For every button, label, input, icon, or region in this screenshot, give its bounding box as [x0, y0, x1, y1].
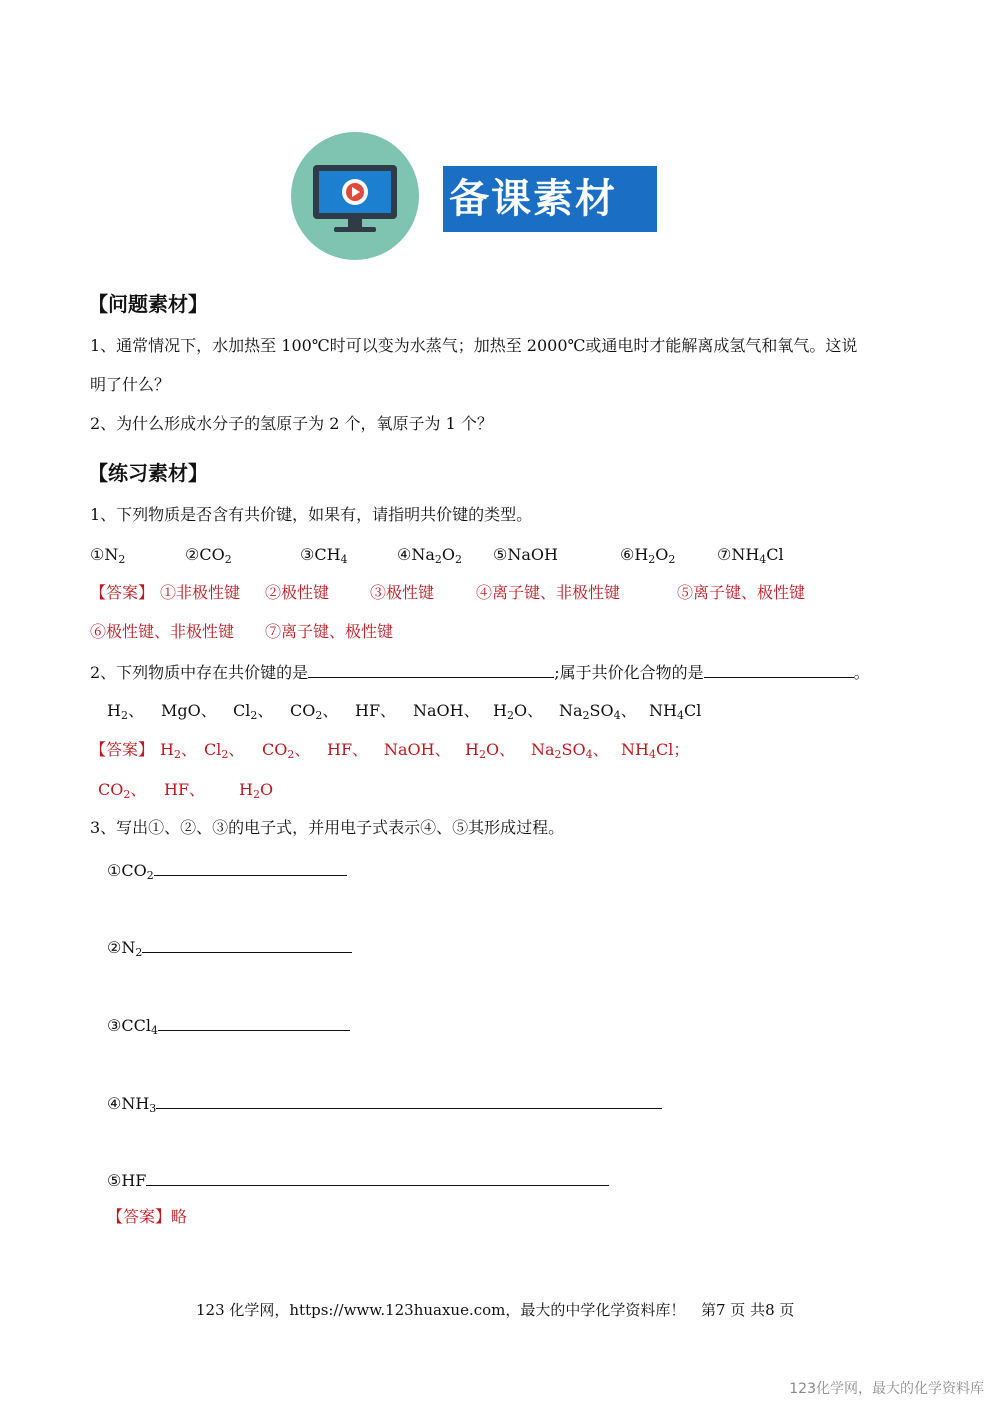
q2-answer-co2: $CO_2$、 [262, 740, 311, 761]
q1-item-nh4cl: $⑦NH_4Cl$ [717, 545, 784, 566]
q2-item-hf: HF、 [355, 701, 397, 720]
q2-answer-naoh: NaOH、 [384, 740, 451, 759]
banner-title: 备课素材 [443, 166, 657, 232]
q1-answer-3: ③极性键 [370, 583, 435, 602]
q1-answer-1: ①非极性键 [160, 583, 241, 602]
q1-answer-5: ⑤离子键、极性键 [677, 583, 806, 602]
q1-item-naoh: ⑤NaOH [493, 545, 558, 564]
q3-answer: 【答案】略 [107, 1207, 188, 1226]
q3-blank-ccl4[interactable] [158, 1014, 350, 1031]
q2-answer-h2: $H_2$、 [160, 740, 197, 761]
q3-blank-co2[interactable] [154, 859, 347, 876]
practice-q1: 1、下列物质是否含有共价键，如果有，请指明共价键的类型。 [90, 505, 533, 524]
q1-answer-6: ⑥极性键、非极性键 [90, 622, 235, 641]
q2-blank-1[interactable] [308, 661, 554, 678]
q3-blank-n2[interactable] [142, 936, 352, 953]
q1-item-ch4: $③CH_4$ [300, 545, 348, 566]
q2-item-h2: $H_2$、 [107, 701, 144, 722]
q2-answer-nh4cl: $NH_4Cl$； [621, 740, 690, 761]
practice-q3: 3、写出①、②、③的电子式，并用电子式表示④、⑤其形成过程。 [90, 818, 565, 837]
q2-answer-h2o: $H_2O$、 [465, 740, 516, 761]
problem-q1-line1: 1、通常情况下，水加热至 100℃时可以变为水蒸气；加热至 2000℃或通电时才能解离成氢气和氧气。这说 [90, 336, 858, 355]
q2-answer-cl2: $Cl_2$、 [204, 740, 245, 761]
q3-item-nh3: $④NH_3$ [107, 1092, 662, 1114]
problem-q2: 2、为什么形成水分子的氢原子为 2 个，氧原子为 1 个？ [90, 414, 493, 433]
section-heading-problems: 【问题素材】 [88, 292, 208, 316]
q1-item-n2: $①N_2$ [90, 545, 126, 566]
q2-answer-label: 【答案】 [90, 740, 155, 759]
q1-answer-label: 【答案】 [90, 583, 155, 602]
footer-text: 123 化学网，https://www.123huaxue.com，最大的中学化学资料库！ [196, 1301, 686, 1319]
q2-item-naoh: NaOH、 [413, 701, 480, 720]
footer-page: 第7 页 共8 页 [701, 1301, 795, 1319]
problem-q1-line2: 明了什么？ [90, 375, 171, 394]
q3-blank-nh3[interactable] [156, 1092, 662, 1109]
practice-q2: 2、下列物质中存在共价键的是 ;属于共价化合物的是 。 [90, 663, 870, 682]
q1-answer-4: ④离子键、非极性键 [476, 583, 621, 602]
q2-item-cl2: $Cl_2$、 [233, 701, 274, 722]
q2-item-nh4cl: $NH_4Cl$ [649, 701, 702, 722]
q2-item-na2so4: $Na_2SO_4$、 [559, 701, 637, 722]
q2-blank-2[interactable] [704, 661, 854, 678]
monitor-play-icon [290, 131, 420, 261]
q3-item-co2: $①CO_2$ [107, 859, 347, 881]
q1-item-h2o2: $⑥H_2O_2$ [620, 545, 676, 566]
q1-item-co2: $②CO_2$ [185, 545, 232, 566]
q1-answer-7: ⑦离子键、极性键 [265, 622, 394, 641]
watermark: 123化学网，最大的化学资料库 [789, 1381, 984, 1397]
q3-item-n2: $②N_2$ [107, 936, 352, 958]
q2-item-mgo: MgO、 [161, 701, 217, 720]
q2-item-h2o: $H_2O$、 [493, 701, 544, 722]
q2-item-co2: $CO_2$、 [290, 701, 339, 722]
q3-blank-hf[interactable] [146, 1169, 609, 1186]
q3-item-hf: ⑤HF [107, 1169, 609, 1191]
q1-item-na2o2: $④Na_2O_2$ [397, 545, 463, 566]
q2-answer-hf-b: HF、 [164, 780, 206, 799]
q2-answer-h2o-b: $H_2O$ [239, 780, 274, 801]
q2-answer-co2-b: $CO_2$、 [98, 780, 147, 801]
q1-answer-2: ②极性键 [265, 583, 330, 602]
section-heading-practice: 【练习素材】 [88, 461, 208, 485]
q2-answer-hf: HF、 [327, 740, 369, 759]
q2-answer-na2so4: $Na_2SO_4$、 [531, 740, 609, 761]
q3-item-ccl4: ③CCl$_4$ [107, 1014, 350, 1036]
